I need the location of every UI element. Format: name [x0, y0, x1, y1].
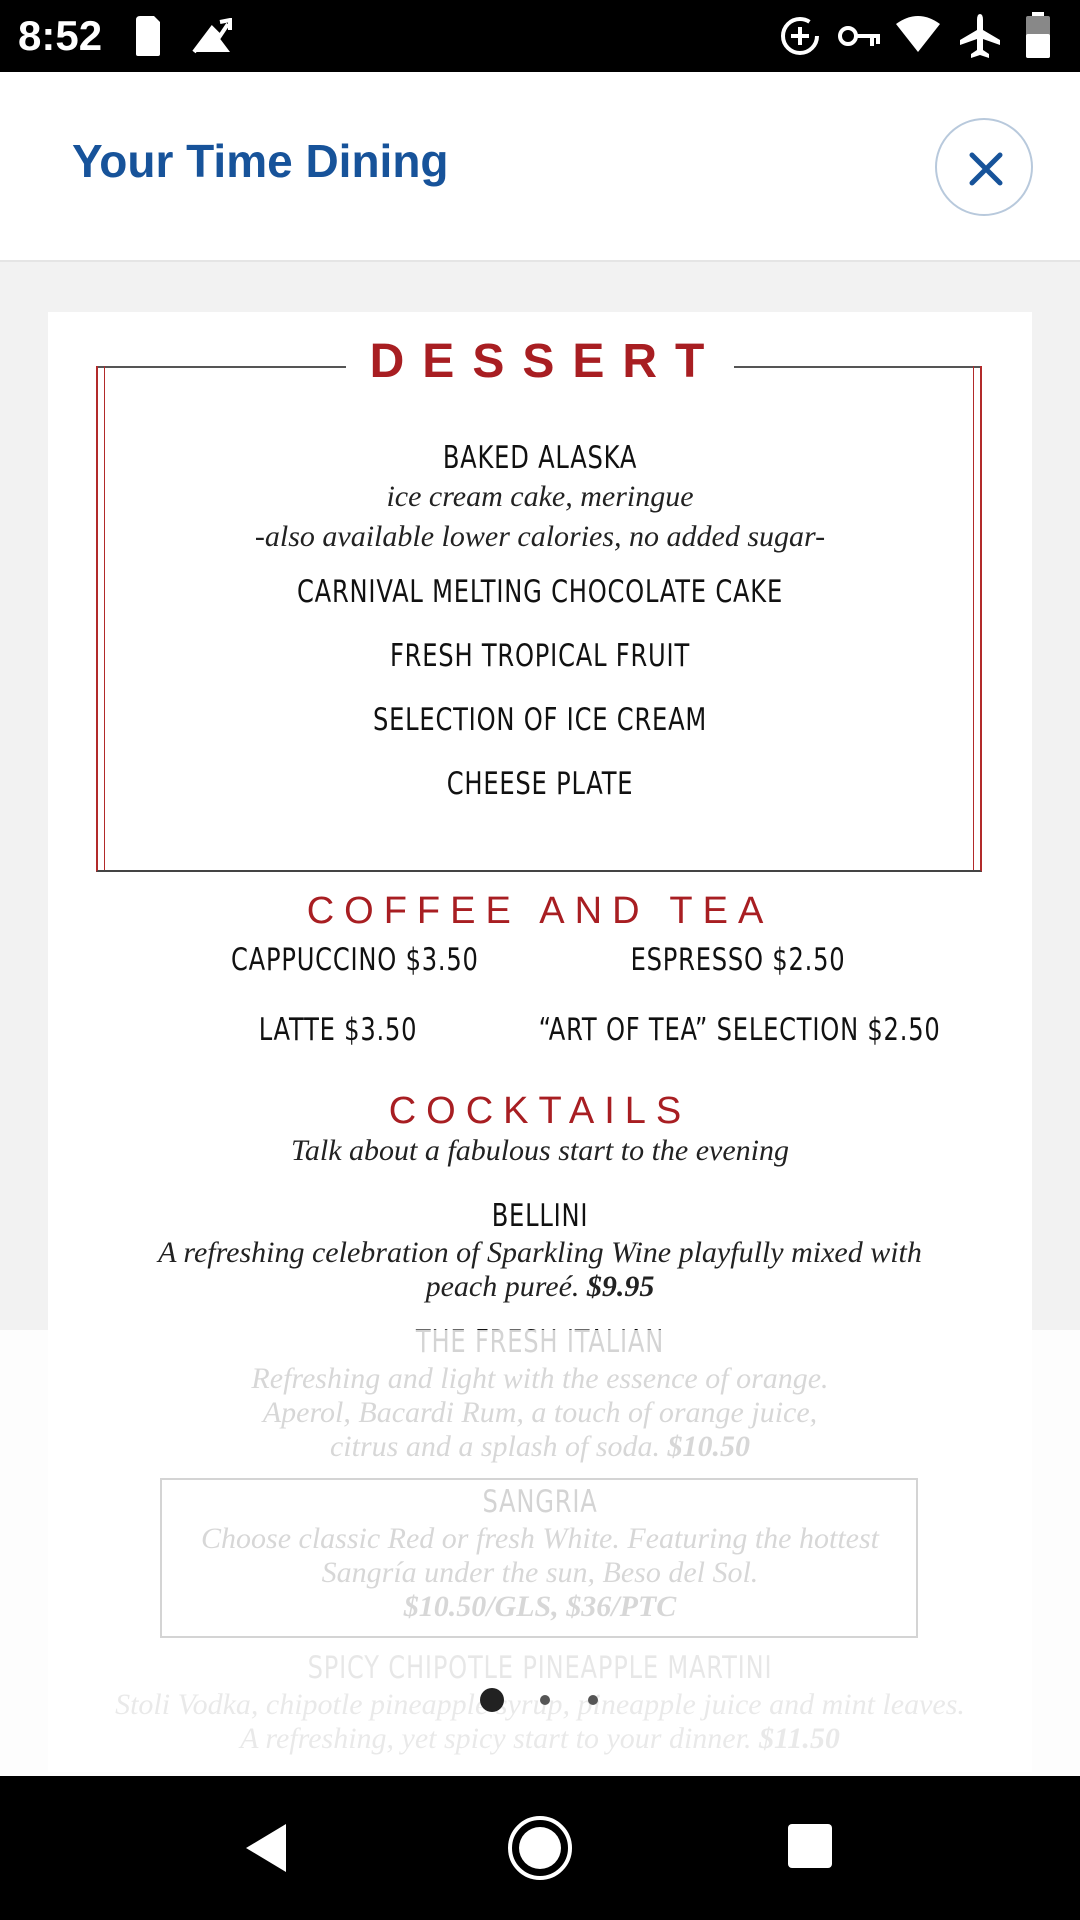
dessert-item-name: BAKED ALASKA: [442, 440, 638, 476]
coffee-item: CAPPUCCINO $3.50: [231, 942, 479, 978]
close-button[interactable]: [935, 118, 1033, 216]
cocktail-desc: A refreshing celebration of Sparkling Wine playfully mixed with: [158, 1236, 922, 1269]
page-dot-active[interactable]: [480, 1688, 504, 1712]
do-not-disturb-icon: [190, 18, 234, 54]
airplane-mode-icon: [958, 12, 1002, 60]
recents-icon[interactable]: [786, 1822, 834, 1870]
cocktails-subtitle: Talk about a fabulous start to the evening: [290, 1134, 790, 1167]
dessert-item-name: CARNIVAL MELTING CHOCOLATE CAKE: [296, 574, 784, 610]
sim-card-icon: [134, 14, 162, 58]
cocktail-price: $9.95: [586, 1270, 655, 1303]
dessert-item-name: CHEESE PLATE: [446, 766, 634, 802]
dessert-item-name: SELECTION OF ICE CREAM: [372, 702, 708, 738]
back-icon[interactable]: [242, 1820, 290, 1876]
coffee-heading: COFFEE AND TEA: [306, 890, 774, 932]
data-saver-icon: [778, 14, 822, 58]
close-icon: [966, 149, 1006, 189]
page-indicator: [0, 1686, 1080, 1716]
wifi-icon: [894, 14, 942, 54]
status-bar: [0, 0, 1080, 72]
page-dot[interactable]: [588, 1695, 598, 1705]
dessert-heading: DESSERT: [48, 334, 1032, 389]
battery-icon: [1024, 12, 1052, 60]
app-header: [0, 72, 1080, 262]
status-time: 8:52: [18, 12, 103, 59]
dessert-item-desc: ice cream cake, meringue: [386, 480, 694, 513]
page-dot[interactable]: [540, 1695, 550, 1705]
vpn-key-icon: [838, 22, 882, 50]
page-title: Your Time Dining: [72, 135, 449, 187]
dessert-item-name: FRESH TROPICAL FRUIT: [389, 638, 691, 674]
cocktail-desc: peach pureé. $9.95: [425, 1270, 655, 1303]
coffee-item: LATTE $3.50: [258, 1012, 418, 1048]
coffee-item: ESPRESSO $2.50: [630, 942, 846, 978]
navigation-bar: [0, 1776, 1080, 1920]
cocktail-name: BELLINI: [491, 1198, 589, 1234]
cocktails-heading: COCKTAILS: [388, 1090, 692, 1132]
home-icon[interactable]: [506, 1814, 574, 1882]
dessert-item-note: -also available lower calories, no added sugar-: [254, 520, 826, 553]
coffee-item: “ART OF TEA” SELECTION $2.50: [538, 1012, 941, 1048]
